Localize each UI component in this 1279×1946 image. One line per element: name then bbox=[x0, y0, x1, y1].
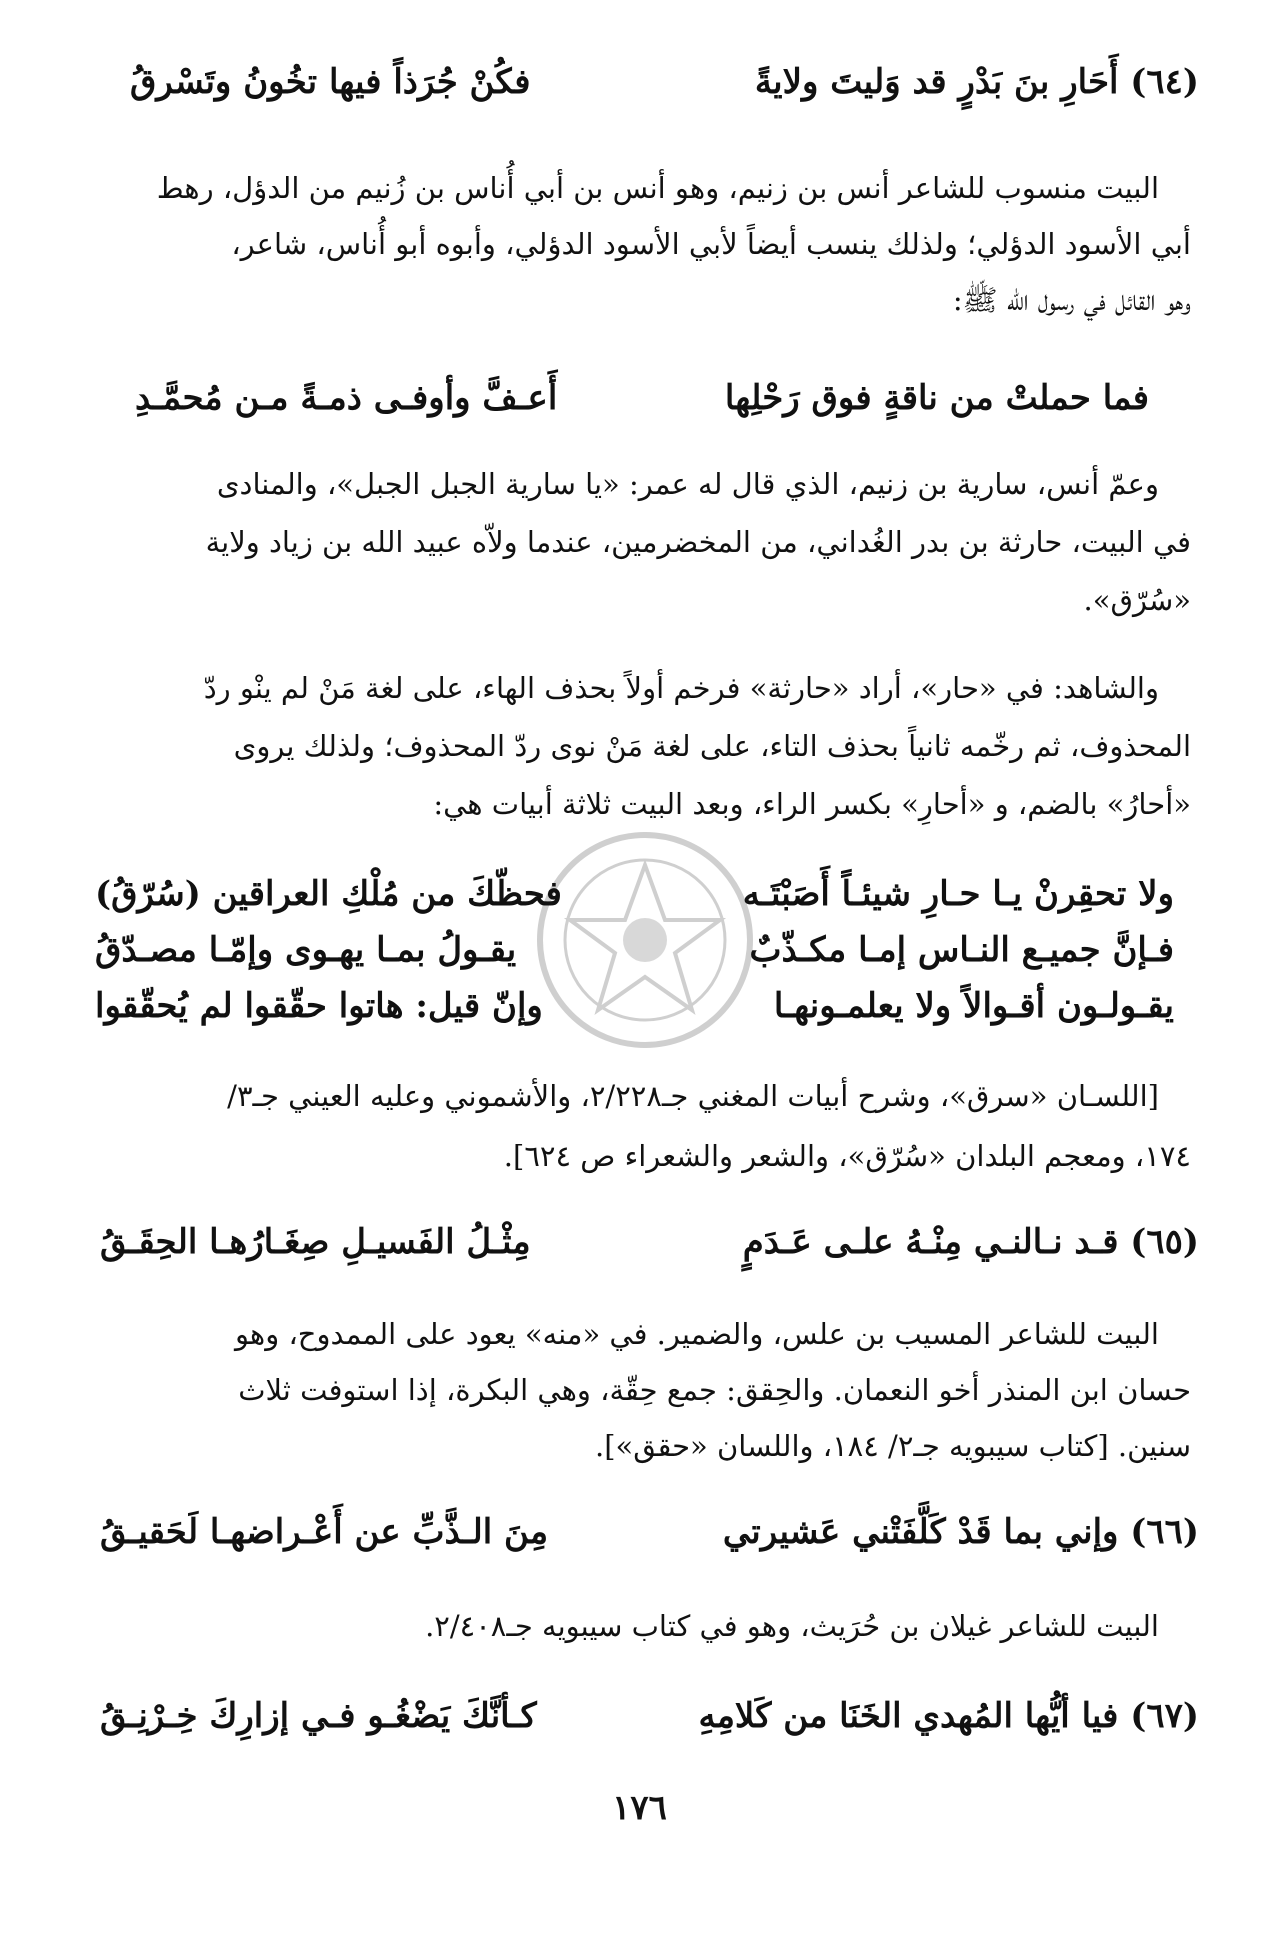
verse-65-first-hemistich: (٦٥) قـد نـالنـي مِنْـهُ علـى عَـدَمٍ bbox=[742, 1222, 1199, 1262]
para-1-line-3: وهو القائل في رسول الله ﷺ: bbox=[952, 283, 1191, 317]
refs-1-line-2: ١٧٤، ومعجم البلدان «سُرّق»، والشعر والشعراء ص ٦٢٤]. bbox=[503, 1139, 1191, 1173]
para-1-line-2: أبي الأسود الدؤلي؛ ولذلك ينسب أيضاً لأبي الأسود الدؤلي، وأبوه أبو أُناس، شاعر، bbox=[231, 227, 1191, 261]
verse-three-2-first: فـإنَّ جميـع النـاس إمـا مكـذّبٌ bbox=[749, 930, 1174, 970]
para-4-line-2: حسان ابن المنذر أخو النعمان. والحِقق: جمع حِقّة، وهي البكرة، إذا استوفت ثلاث bbox=[238, 1373, 1191, 1407]
verse-three-1-first: ولا تحقِرنْ يـا حـارِ شيئـاً أَصَبْتَـه bbox=[742, 874, 1174, 914]
page-number: ١٧٦ bbox=[612, 1788, 667, 1828]
para-3-line-1: والشاهد: في «حار»، أراد «حارثة» فرخم أولاً بحذف الهاء، على لغة مَنْ لم ينْو ردّ bbox=[203, 671, 1159, 705]
para-3-line-3: «أحارُ» بالضم، و «أحارِ» بكسر الراء، وبعد البيت ثلاثة أبيات هي: bbox=[433, 787, 1191, 821]
quoted-verse-second-hemistich: أَعـفَّ وأوفـى ذمـةً مـن مُحمَّـدِ bbox=[135, 378, 558, 418]
verse-three-2-second: يقـولُ بمـا يهـوى وإمّـا مصـدّقُ bbox=[95, 930, 517, 970]
verse-66-second-hemistich: مِنَ الـذَّبِّ عن أَعْـراضهـا لَحَقيـقُ bbox=[100, 1512, 549, 1552]
para-4-line-3: سنين. [كتاب سيبويه جـ٢/ ١٨٤، واللسان «حقق»]. bbox=[594, 1429, 1191, 1463]
verse-three-3-second: وإنّ قيل: هاتوا حقّقوا لم يُحقّقوا bbox=[95, 986, 543, 1026]
refs-1-line-1: [اللسـان «سرق»، وشرح أبيات المغني جـ٢/٢٢٨، والأشموني وعليه العيني جـ٣/ bbox=[227, 1079, 1159, 1113]
para-2-line-3: «سُرّق». bbox=[1083, 583, 1191, 617]
verse-three-3-first: يقـولـون أقـوالاً ولا يعلمـونهـا bbox=[773, 986, 1174, 1026]
para-2-line-1: وعمّ أنس، سارية بن زنيم، الذي قال له عمر: «يا سارية الجبل الجبل»، والمنادى bbox=[216, 467, 1159, 501]
verse-64-first-hemistich: (٦٤) أَحَارِ بنَ بَدْرٍ قد وَليتَ ولايةً bbox=[754, 62, 1199, 102]
library-seal-watermark bbox=[530, 825, 760, 1055]
verse-three-1-second: فحظّكَ من مُلْكِ العراقين (سُرّقُ) bbox=[95, 874, 562, 914]
verse-65-second-hemistich: مِثْـلُ الفَسيـلِ صِغَـارُهـا الحِقَـقُ bbox=[100, 1222, 531, 1262]
para-3-line-2: المحذوف، ثم رخّمه ثانياً بحذف التاء، على لغة مَنْ نوى ردّ المحذوف؛ ولذلك يروى bbox=[233, 729, 1191, 763]
verse-64-second-hemistich: فكُنْ جُرَذاً فيها تخُونُ وتَسْرقُ bbox=[130, 62, 531, 102]
para-5-line-1: البيت للشاعر غيلان بن حُرَيث، وهو في كتاب سيبويه جـ٢/٤٠٨. bbox=[425, 1609, 1159, 1643]
para-2-line-2: في البيت، حارثة بن بدر الغُداني، من المخضرمين، عندما ولاّه عبيد الله بن زياد ولاية bbox=[205, 525, 1191, 559]
verse-67-second-hemistich: كـأنَّكَ يَضْغُـو فـي إزارِكَ خِـرْنِـقُ bbox=[100, 1696, 537, 1736]
verse-67-first-hemistich: (٦٧) فيا أيُّها المُهدي الخَنَا من كَلامِهِ bbox=[698, 1696, 1199, 1736]
quoted-verse-first-hemistich: فما حملتْ من ناقةٍ فوق رَحْلِها bbox=[724, 378, 1149, 418]
para-4-line-1: البيت للشاعر المسيب بن علس، والضمير. في «منه» يعود على الممدوح، وهو bbox=[234, 1317, 1159, 1351]
verse-66-first-hemistich: (٦٦) وإني بما قَدْ كَلَّفَتْني عَشيرتي bbox=[722, 1512, 1199, 1552]
para-1-line-1: البيت منسوب للشاعر أنس بن زنيم، وهو أنس بن أبي أُناس بن زُنيم من الدؤل، رهط bbox=[156, 171, 1159, 205]
